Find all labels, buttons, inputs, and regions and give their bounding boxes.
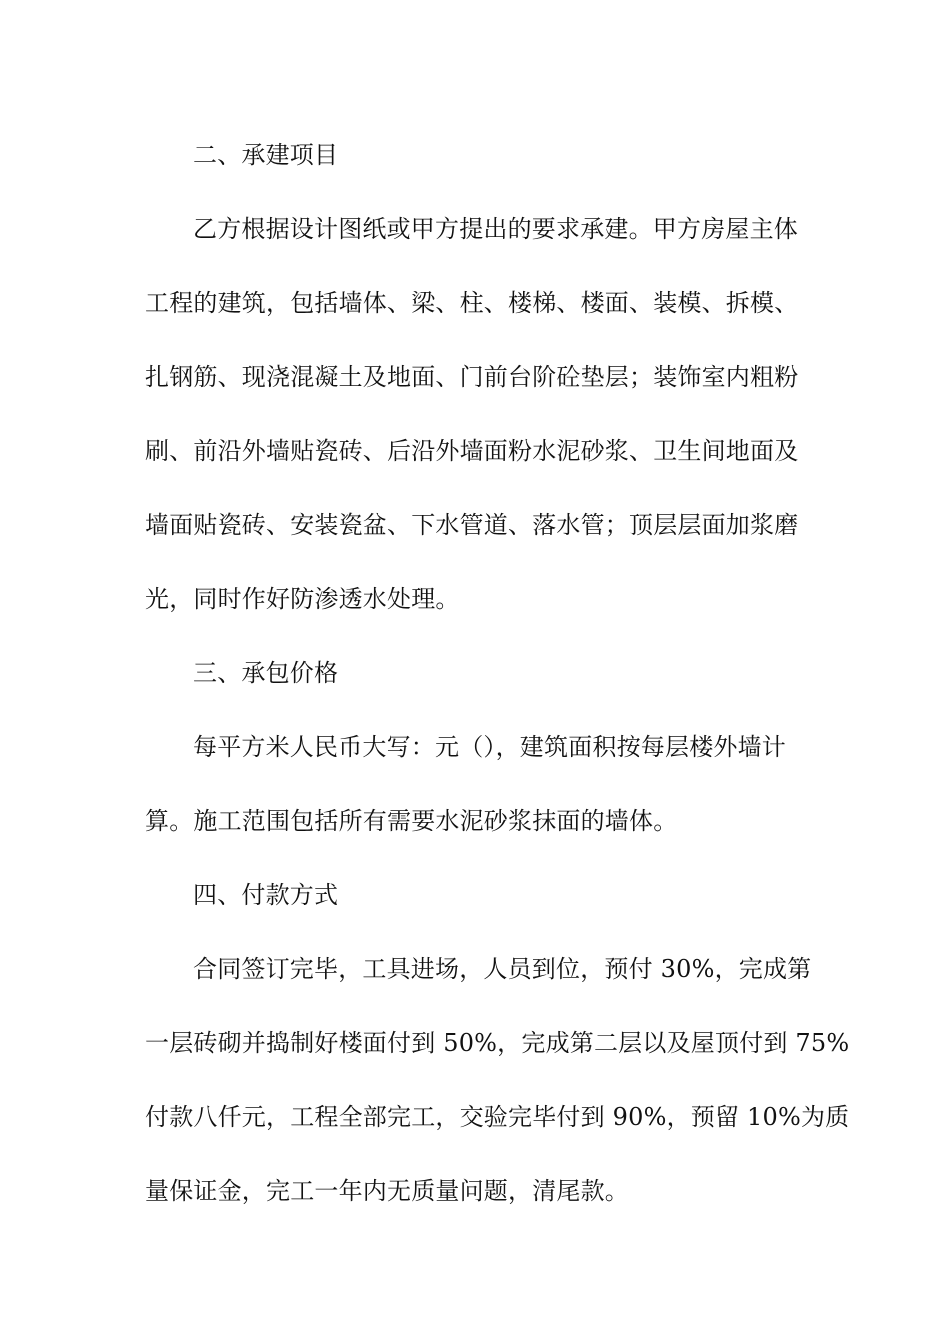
paragraph-line: 量保证金，完工一年内无质量问题，清尾款。 <box>145 1177 629 1205</box>
section-contract-price <box>145 636 810 858</box>
paragraph-line: 乙方根据设计图纸或甲方提出的要求承建。甲方房屋主体 <box>193 215 798 243</box>
paragraph-line: 每平方米人民币大写：元（），建筑面积按每层楼外墙计 <box>193 733 786 761</box>
paragraph-line: 一层砖砌并捣制好楼面付到 50%，完成第二层以及屋顶付到 75% <box>145 1029 850 1057</box>
section-heading: 四、付款方式 <box>193 881 339 909</box>
section-heading: 二、承建项目 <box>193 141 339 169</box>
paragraph-line: 付款八仟元，工程全部完工，交验完毕付到 90%，预留 10%为质 <box>145 1103 850 1131</box>
paragraph-line: 墙面贴瓷砖、安装瓷盆、下水管道、落水管；顶层层面加浆磨 <box>145 511 799 539</box>
paragraph-line: 刷、前沿外墙贴瓷砖、后沿外墙面粉水泥砂浆、卫生间地面及 <box>145 437 799 465</box>
paragraph-line: 扎钢筋、现浇混凝土及地面、门前台阶砼垫层；装饰室内粗粉 <box>145 363 799 391</box>
section-heading: 三、承包价格 <box>193 659 339 687</box>
paragraph-line: 工程的建筑，包括墙体、梁、柱、楼梯、楼面、装模、拆模、 <box>145 289 799 317</box>
paragraph-line: 算。施工范围包括所有需要水泥砂浆抹面的墙体。 <box>145 807 678 835</box>
section-payment-method <box>145 858 850 1228</box>
section-construction-items <box>145 118 810 636</box>
paragraph-line: 光，同时作好防渗透水处理。 <box>145 585 460 613</box>
document-body <box>145 118 850 1228</box>
paragraph-line: 合同签订完毕，工具进场，人员到位，预付 30%，完成第 <box>193 955 812 983</box>
